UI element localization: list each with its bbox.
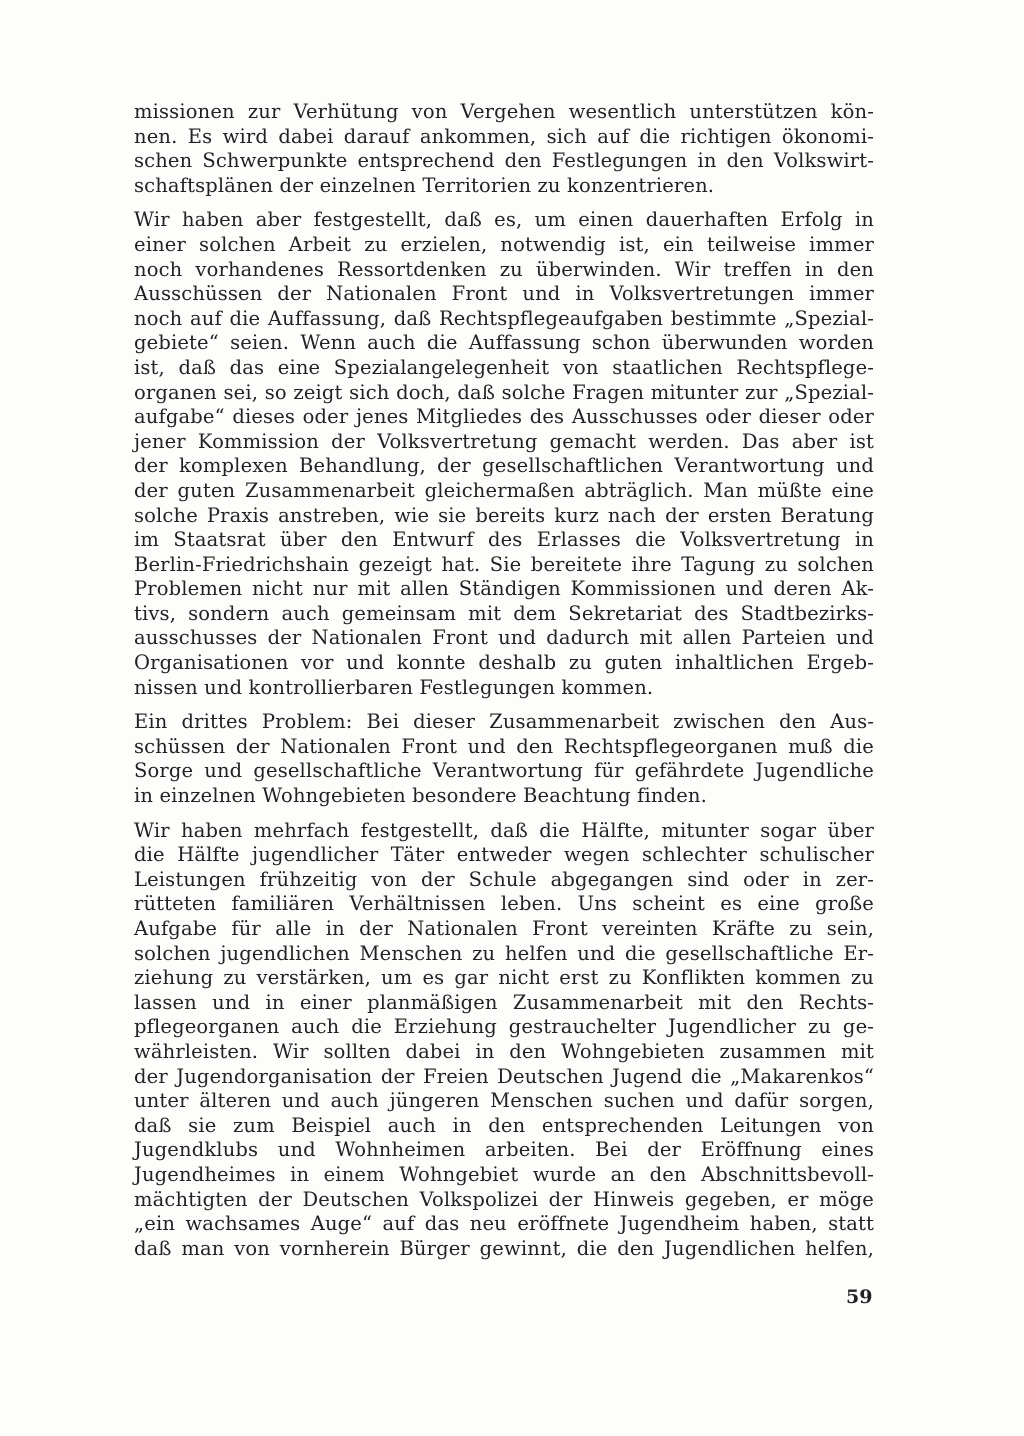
text-line: solche Praxis anstreben, wie sie bereits kurz nach der ersten Beratung — [134, 503, 874, 527]
text-line: ist, daß das eine Spezialangelegenheit von staatlichen Rechtspflege- — [134, 355, 874, 379]
text-line: „ein wachsames Auge“ auf das neu eröffnete Jugendheim haben, statt — [134, 1212, 874, 1236]
paragraph — [134, 208, 874, 700]
text-line: Wir haben mehrfach festgestellt, daß die Hälfte, mitunter sogar über — [134, 818, 874, 842]
body-text — [134, 100, 874, 1261]
text-line: Problemen nicht nur mit allen Ständigen Kommissionen und deren Ak- — [134, 577, 874, 601]
text-line: Jugendklubs und Wohnheimen arbeiten. Bei der Eröffnung eines — [134, 1138, 874, 1162]
text-line: daß sie zum Beispiel auch in den entsprechenden Leitungen von — [134, 1113, 874, 1137]
text-line: schen Schwerpunkte entsprechend den Festlegungen in den Volkswirt- — [134, 149, 874, 173]
text-line: Berlin-Friedrichshain gezeigt hat. Sie bereitete ihre Tagung zu solchen — [134, 552, 874, 576]
text-line: Leistungen frühzeitig von der Schule abgegangen sind oder in zer- — [134, 867, 874, 891]
paragraph-gap — [134, 700, 874, 710]
text-line: Aufgabe für alle in der Nationalen Front vereinten Kräfte zu sein, — [134, 917, 874, 940]
paragraph-gap — [134, 809, 874, 819]
text-line: der guten Zusammenarbeit gleichermaßen abträglich. Man müßte eine — [134, 478, 874, 502]
text-line: mächtigten der Deutschen Volkspolizei der Hinweis gegeben, er möge — [134, 1187, 874, 1211]
text-line: Wir haben aber festgestellt, daß es, um einen dauerhaften Erfolg in — [134, 208, 874, 232]
text-line: in einzelnen Wohngebieten besondere Beachtung finden. — [134, 784, 707, 808]
text-line: die Hälfte jugendlicher Täter entweder wegen schlechter schulischer — [134, 843, 874, 867]
text-line: missionen zur Verhütung von Vergehen wesentlich unterstützen kön- — [134, 100, 874, 123]
text-line: Jugendheimes in einem Wohngebiet wurde an den Abschnittsbevoll- — [134, 1162, 874, 1186]
text-line: im Staatsrat über den Entwurf des Erlasses die Volksvertretung in — [134, 528, 874, 552]
text-line: lassen und in einer planmäßigen Zusammenarbeit mit den Rechts- — [134, 990, 874, 1014]
text-line: nen. Es wird dabei darauf ankommen, sich auf die richtigen ökonomi- — [134, 124, 874, 148]
text-line: Organisationen vor und konnte deshalb zu guten inhaltlichen Ergeb- — [134, 651, 874, 675]
text-line: organen sei, so zeigt sich doch, daß solche Fragen mitunter zur „Spezial- — [134, 380, 874, 404]
text-line: einer solchen Arbeit zu erzielen, notwendig ist, ein teilweise immer — [134, 232, 874, 256]
text-line: währleisten. Wir sollten dabei in den Wohngebieten zusammen mit — [134, 1039, 874, 1063]
text-line: noch auf die Auffassung, daß Rechtspflegeaufgaben bestimmte „Spezial- — [134, 306, 874, 330]
text-line: jener Kommission der Volksvertretung gemacht werden. Das aber ist — [134, 429, 874, 453]
text-line: tivs, sondern auch gemeinsam mit dem Sekretariat des Stadtbezirks- — [134, 601, 874, 625]
text-line: ausschusses der Nationalen Front und dadurch mit allen Parteien und — [134, 626, 874, 650]
text-line: Ausschüssen der Nationalen Front und in Volksvertretungen immer — [134, 282, 874, 306]
paragraph-gap — [134, 198, 874, 208]
page-number: 59 — [846, 1286, 873, 1308]
text-line: schüssen der Nationalen Front und den Rechtspflegeorganen muß die — [134, 734, 874, 758]
text-line: nissen und kontrollierbaren Festlegungen kommen. — [134, 675, 654, 699]
text-line: schaftsplänen der einzelnen Territorien zu konzentrieren. — [134, 173, 715, 197]
text-line: ziehung zu verstärken, um es gar nicht erst zu Konflikten kommen zu — [134, 966, 874, 990]
paragraph — [134, 100, 874, 198]
text-line: solchen jugendlichen Menschen zu helfen und die gesellschaftliche Er- — [134, 941, 874, 965]
text-line: gebiete“ seien. Wenn auch die Auffassung schon überwunden worden — [134, 331, 874, 355]
paragraph — [134, 819, 874, 1262]
text-line: der komplexen Behandlung, der gesellschaftlichen Verantwortung und — [134, 454, 874, 478]
text-line: rütteten familiären Verhältnissen leben. Uns scheint es eine große — [134, 892, 874, 916]
text-line: daß man von vornherein Bürger gewinnt, die den Jugendlichen helfen, — [134, 1236, 874, 1260]
text-line: der Jugendorganisation der Freien Deutschen Jugend die „Makarenkos“ — [134, 1064, 874, 1088]
text-line: noch vorhandenes Ressortdenken zu überwinden. Wir treffen in den — [134, 257, 874, 281]
paragraph — [134, 710, 874, 808]
text-line: pflegeorganen auch die Erziehung gestrauchelter Jugendlicher zu ge- — [134, 1015, 874, 1039]
text-line: Sorge und gesellschaftliche Verantwortung für gefährdete Jugendliche — [134, 759, 874, 783]
text-line: Ein drittes Problem: Bei dieser Zusammenarbeit zwischen den Aus- — [134, 710, 874, 734]
text-line: unter älteren und auch jüngeren Menschen suchen und dafür sorgen, — [134, 1089, 874, 1113]
text-line: aufgabe“ dieses oder jenes Mitgliedes des Ausschusses oder dieser oder — [134, 405, 874, 429]
